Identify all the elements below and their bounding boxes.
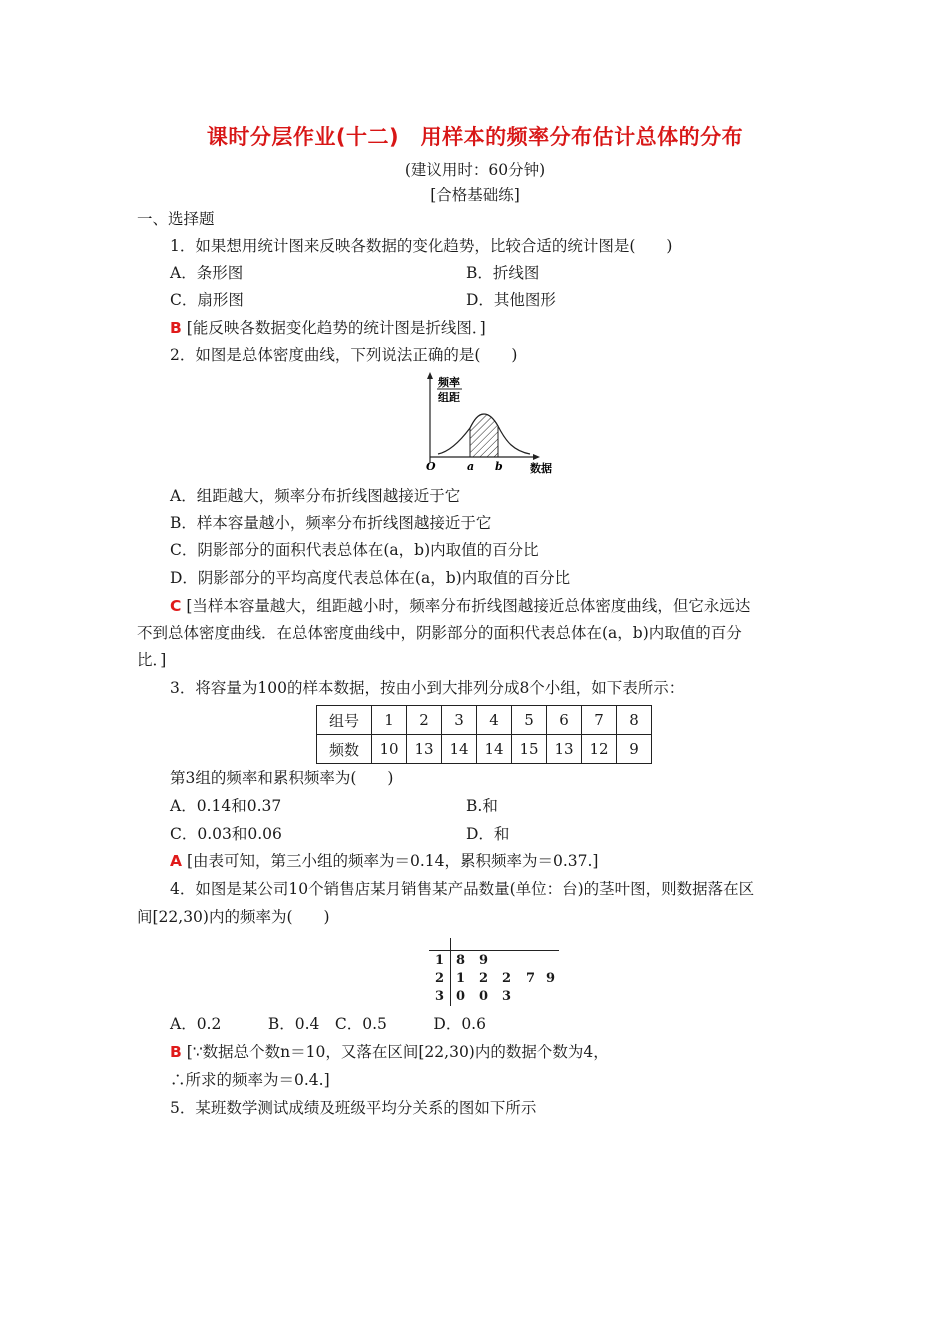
- table-cell: 10: [372, 735, 407, 764]
- q2-option-a: A．组距越大，频率分布折线图越接近于它: [170, 487, 461, 505]
- leaf-value: 2: [502, 971, 512, 986]
- q3-option-c: C．0.03和0.06: [170, 825, 282, 843]
- stem-divider-horizontal: [429, 950, 559, 951]
- fig-xlabel: 数据: [530, 462, 552, 475]
- leaf-value: 9: [546, 971, 556, 986]
- q2-answer-line: [170, 596, 750, 616]
- fig-label-b: b: [495, 460, 503, 473]
- row-header-group: 组号: [317, 706, 372, 735]
- q4-explanation-1: [∵数据总个数n＝10，又落在区间[22,30)内的数据个数为4，: [186, 1043, 609, 1061]
- stem-value: 3: [435, 989, 445, 1004]
- table-cell: 2: [407, 706, 442, 735]
- q2-stem: 2．如图是总体密度曲线，下列说法正确的是( ): [170, 346, 518, 364]
- table-cell: 15: [512, 735, 547, 764]
- leaf-value: 3: [502, 989, 512, 1004]
- leaf-value: 8: [456, 953, 466, 968]
- page-title: 课时分层作业(十二) 用样本的频率分布估计总体的分布: [206, 125, 744, 149]
- q4-options: A．0.2 B．0.4 C．0.5 D．0.6: [170, 1015, 486, 1033]
- table-cell: 7: [582, 706, 617, 735]
- q1-stem: 1．如果想用统计图来反映各数据的变化趋势，比较合适的统计图是( ): [170, 237, 673, 255]
- fig-ylabel-top: 频率: [438, 376, 460, 389]
- table-row: [317, 706, 652, 735]
- q3-option-d: D．和: [466, 825, 510, 843]
- q2-explanation-3: 比．]: [137, 651, 167, 669]
- q2-option-c: C．阴影部分的面积代表总体在(a，b)内取值的百分比: [170, 541, 539, 559]
- density-curve-figure: [418, 370, 568, 480]
- q2-explanation-1: [当样本容量越大，组距越小时，频率分布折线图越接近总体密度曲线，但它永远达: [186, 597, 751, 615]
- q3-option-b: B.和: [466, 797, 498, 815]
- q3-ask: 第3组的频率和累积频率为( ): [170, 769, 394, 787]
- q3-option-a: A．0.14和0.37: [170, 797, 282, 815]
- leaf-value: 2: [479, 971, 489, 986]
- q1-explanation: [能反映各数据变化趋势的统计图是折线图．]: [186, 319, 486, 337]
- q1-option-d: D．其他图形: [466, 291, 556, 309]
- q1-option-b: B．折线图: [466, 264, 540, 282]
- stem-value: 1: [435, 953, 445, 968]
- table-cell: 13: [547, 735, 582, 764]
- row-header-count: 频数: [317, 735, 372, 764]
- q1-option-a: A．条形图: [170, 264, 244, 282]
- y-axis-arrow: [427, 372, 433, 379]
- fig-origin: O: [426, 460, 436, 473]
- table-cell: 6: [547, 706, 582, 735]
- table-cell: 5: [512, 706, 547, 735]
- q2-option-b: B．样本容量越小，频率分布折线图越接近于它: [170, 514, 492, 532]
- q1-answer-line: [170, 318, 486, 338]
- q4-answer: B: [170, 1043, 182, 1061]
- leaf-value: 0: [456, 989, 466, 1004]
- q4-stem-2: 间[22,30)内的频率为( ): [137, 908, 330, 926]
- table-cell: 1: [372, 706, 407, 735]
- section-tag: [合格基础练]: [430, 186, 520, 204]
- table-cell: 9: [617, 735, 652, 764]
- stem-leaf-plot: [425, 938, 560, 1008]
- x-axis-arrow: [533, 454, 540, 460]
- leaf-value: 0: [479, 989, 489, 1004]
- q3-stem: 3．将容量为100的样本数据，按由小到大排列分成8个小组，如下表所示：: [170, 679, 685, 697]
- table-cell: 13: [407, 735, 442, 764]
- q5-stem: 5．某班数学测试成绩及班级平均分关系的图如下所示: [170, 1099, 537, 1117]
- q2-option-d: D．阴影部分的平均高度代表总体在(a，b)内取值的百分比: [170, 569, 571, 587]
- q4-stem-1: 4．如图是某公司10个销售店某月销售某产品数量(单位：台)的茎叶图，则数据落在区: [170, 880, 755, 898]
- leaf-value: 9: [479, 953, 489, 968]
- q3-answer: A: [170, 852, 182, 870]
- table-cell: 3: [442, 706, 477, 735]
- table-cell: 14: [442, 735, 477, 764]
- q2-explanation-2: 不到总体密度曲线．在总体密度曲线中，阴影部分的面积代表总体在(a，b)内取值的百分: [137, 624, 742, 642]
- suggested-time: (建议用时：60分钟): [404, 161, 546, 179]
- table-row: [317, 735, 652, 764]
- q1-answer: B: [170, 319, 182, 337]
- q3-answer-line: [170, 851, 598, 871]
- fig-label-a: a: [467, 460, 475, 473]
- part-heading: 一、选择题: [137, 210, 215, 228]
- table-cell: 8: [617, 706, 652, 735]
- q3-explanation: [由表可知，第三小组的频率为＝0.14，累积频率为＝0.37.]: [186, 852, 599, 870]
- table-cell: 14: [477, 735, 512, 764]
- leaf-value: 1: [456, 971, 466, 986]
- frequency-table: [316, 705, 652, 764]
- table-cell: 12: [582, 735, 617, 764]
- q4-explanation-2: ∴所求的频率为＝0.4.]: [170, 1071, 330, 1089]
- leaf-value: 7: [526, 971, 536, 986]
- table-cell: 4: [477, 706, 512, 735]
- stem-divider-vertical: [450, 938, 451, 1006]
- fig-ylabel-bottom: 组距: [438, 391, 460, 404]
- q4-answer-line: [170, 1042, 609, 1062]
- q2-answer: C: [170, 597, 182, 615]
- stem-value: 2: [435, 971, 445, 986]
- q1-option-c: C．扇形图: [170, 291, 244, 309]
